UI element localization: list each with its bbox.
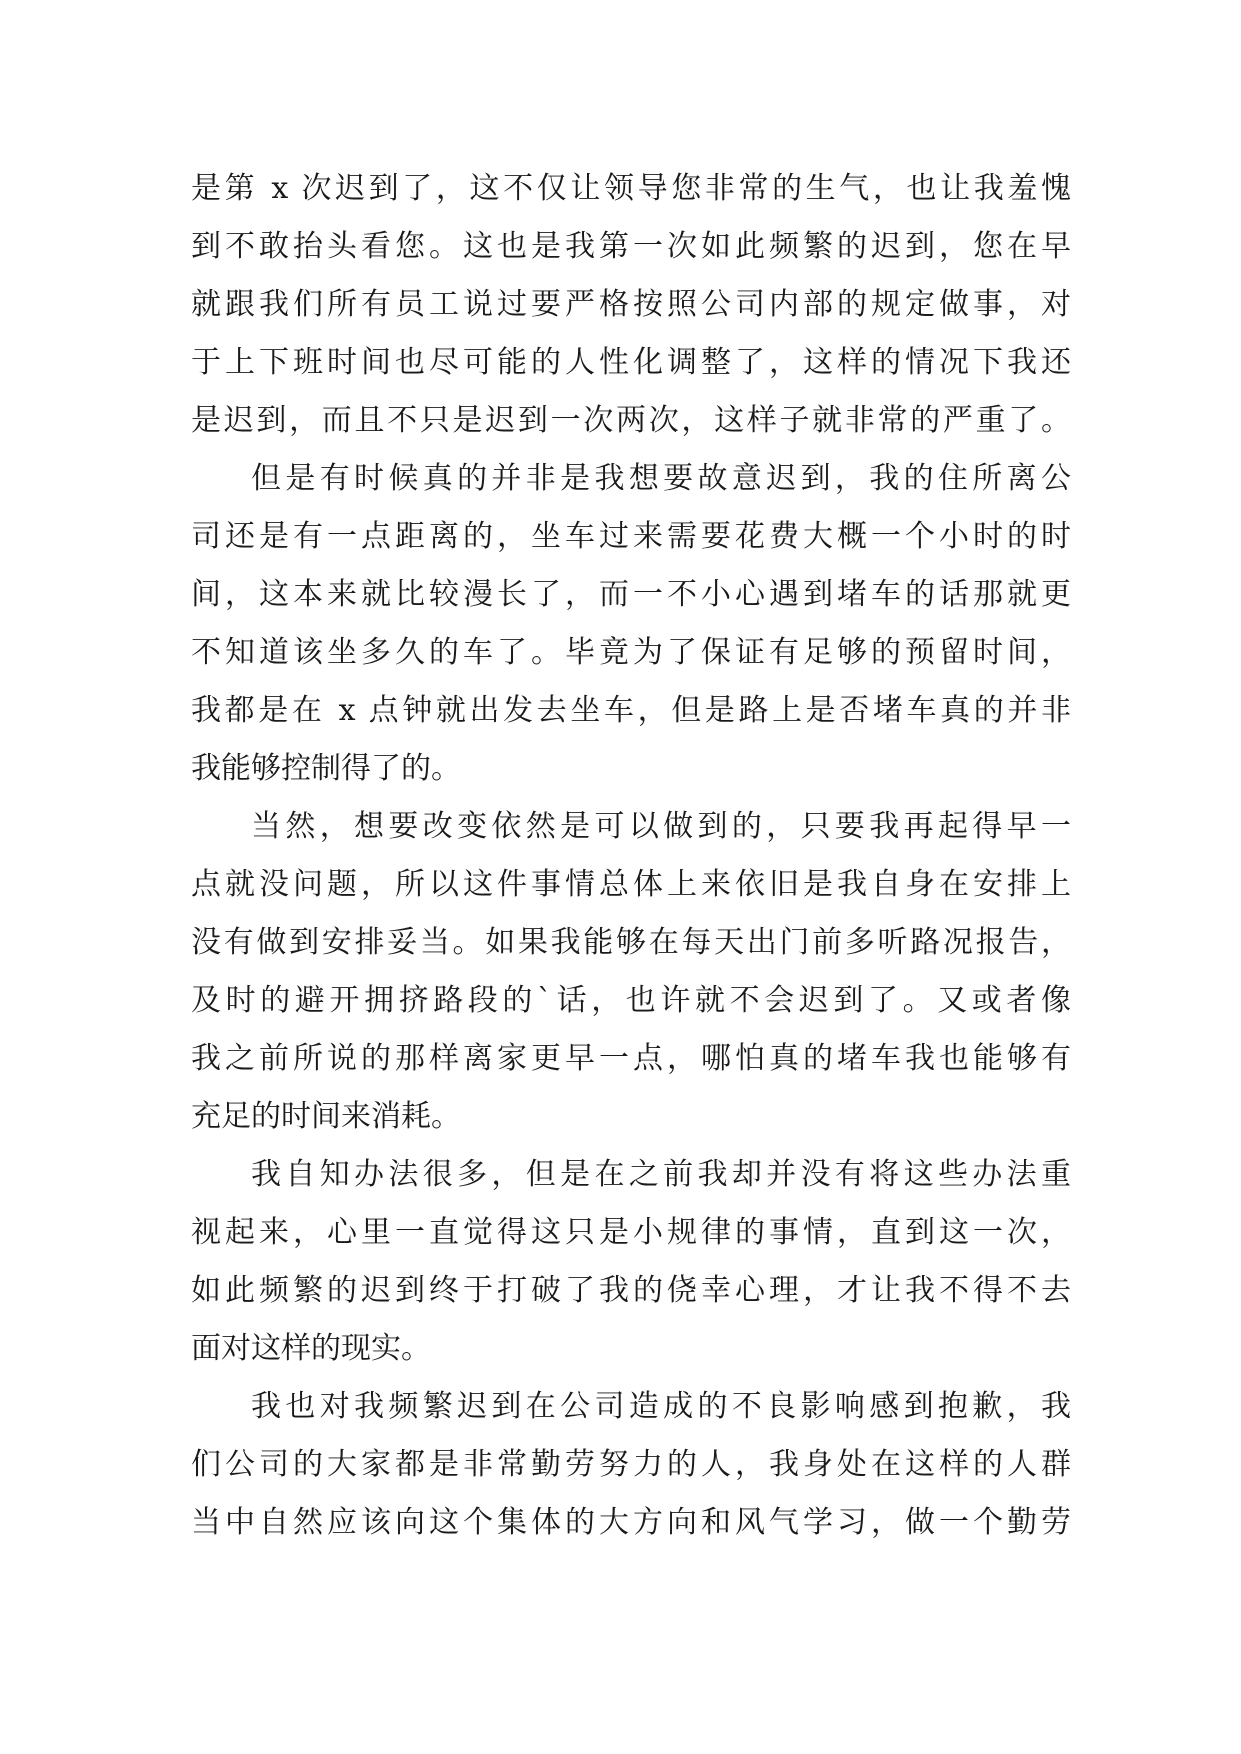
text-line: 我也对我频繁迟到在公司造成的不良影响感到抱歉，我 (251, 1389, 1071, 1424)
text-line: 没有做到安排妥当。如果我能够在每天出门前多听路况报告， (191, 925, 1071, 960)
paragraph-5 (191, 1378, 1071, 1552)
text-line: 我都是在 x 点钟就出发去坐车，但是路上是否堵车真的并非 (191, 693, 1071, 728)
text-line: 于上下班时间也尽可能的人性化调整了，这样的情况下我还 (191, 345, 1071, 380)
text-line: 如此频繁的迟到终于打破了我的侥幸心理，才让我不得不去 (191, 1273, 1071, 1308)
text-line: 充足的时间来消耗。 (191, 1099, 461, 1134)
text-line: 到不敢抬头看您。这也是我第一次如此频繁的迟到，您在早 (191, 229, 1071, 264)
text-line: 面对这样的现实。 (191, 1331, 431, 1366)
text-line: 不知道该坐多久的车了。毕竟为了保证有足够的预留时间， (191, 635, 1071, 670)
text-line: 我之前所说的那样离家更早一点，哪怕真的堵车我也能够有 (191, 1041, 1071, 1076)
text-line: 我自知办法很多，但是在之前我却并没有将这些办法重 (251, 1157, 1071, 1192)
text-line: 当中自然应该向这个集体的大方向和风气学习，做一个勤劳 (191, 1505, 1071, 1540)
text-line: 及时的避开拥挤路段的`话，也许就不会迟到了。又或者像 (191, 983, 1071, 1018)
text-line: 点就没问题，所以这件事情总体上来依旧是我自身在安排上 (191, 867, 1071, 902)
text-line: 是第 x 次迟到了，这不仅让领导您非常的生气，也让我羞愧 (191, 171, 1071, 206)
text-line: 但是有时候真的并非是我想要故意迟到，我的住所离公 (251, 461, 1071, 496)
text-line: 视起来，心里一直觉得这只是小规律的事情，直到这一次， (191, 1215, 1071, 1250)
paragraph-2 (191, 450, 1071, 798)
document-body (191, 160, 1071, 1552)
text-line: 我能够控制得了的。 (191, 751, 461, 786)
text-line: 是迟到，而且不只是迟到一次两次，这样子就非常的严重了。 (191, 403, 1071, 438)
text-line: 司还是有一点距离的，坐车过来需要花费大概一个小时的时 (191, 519, 1071, 554)
text-line: 就跟我们所有员工说过要严格按照公司内部的规定做事，对 (191, 287, 1071, 322)
paragraph-3 (191, 798, 1071, 1146)
paragraph-4 (191, 1146, 1071, 1378)
text-line: 间，这本来就比较漫长了，而一不小心遇到堵车的话那就更 (191, 577, 1071, 612)
paragraph-1 (191, 160, 1071, 450)
text-line: 们公司的大家都是非常勤劳努力的人，我身处在这样的人群 (191, 1447, 1071, 1482)
text-line: 当然，想要改变依然是可以做到的，只要我再起得早一 (251, 809, 1071, 844)
